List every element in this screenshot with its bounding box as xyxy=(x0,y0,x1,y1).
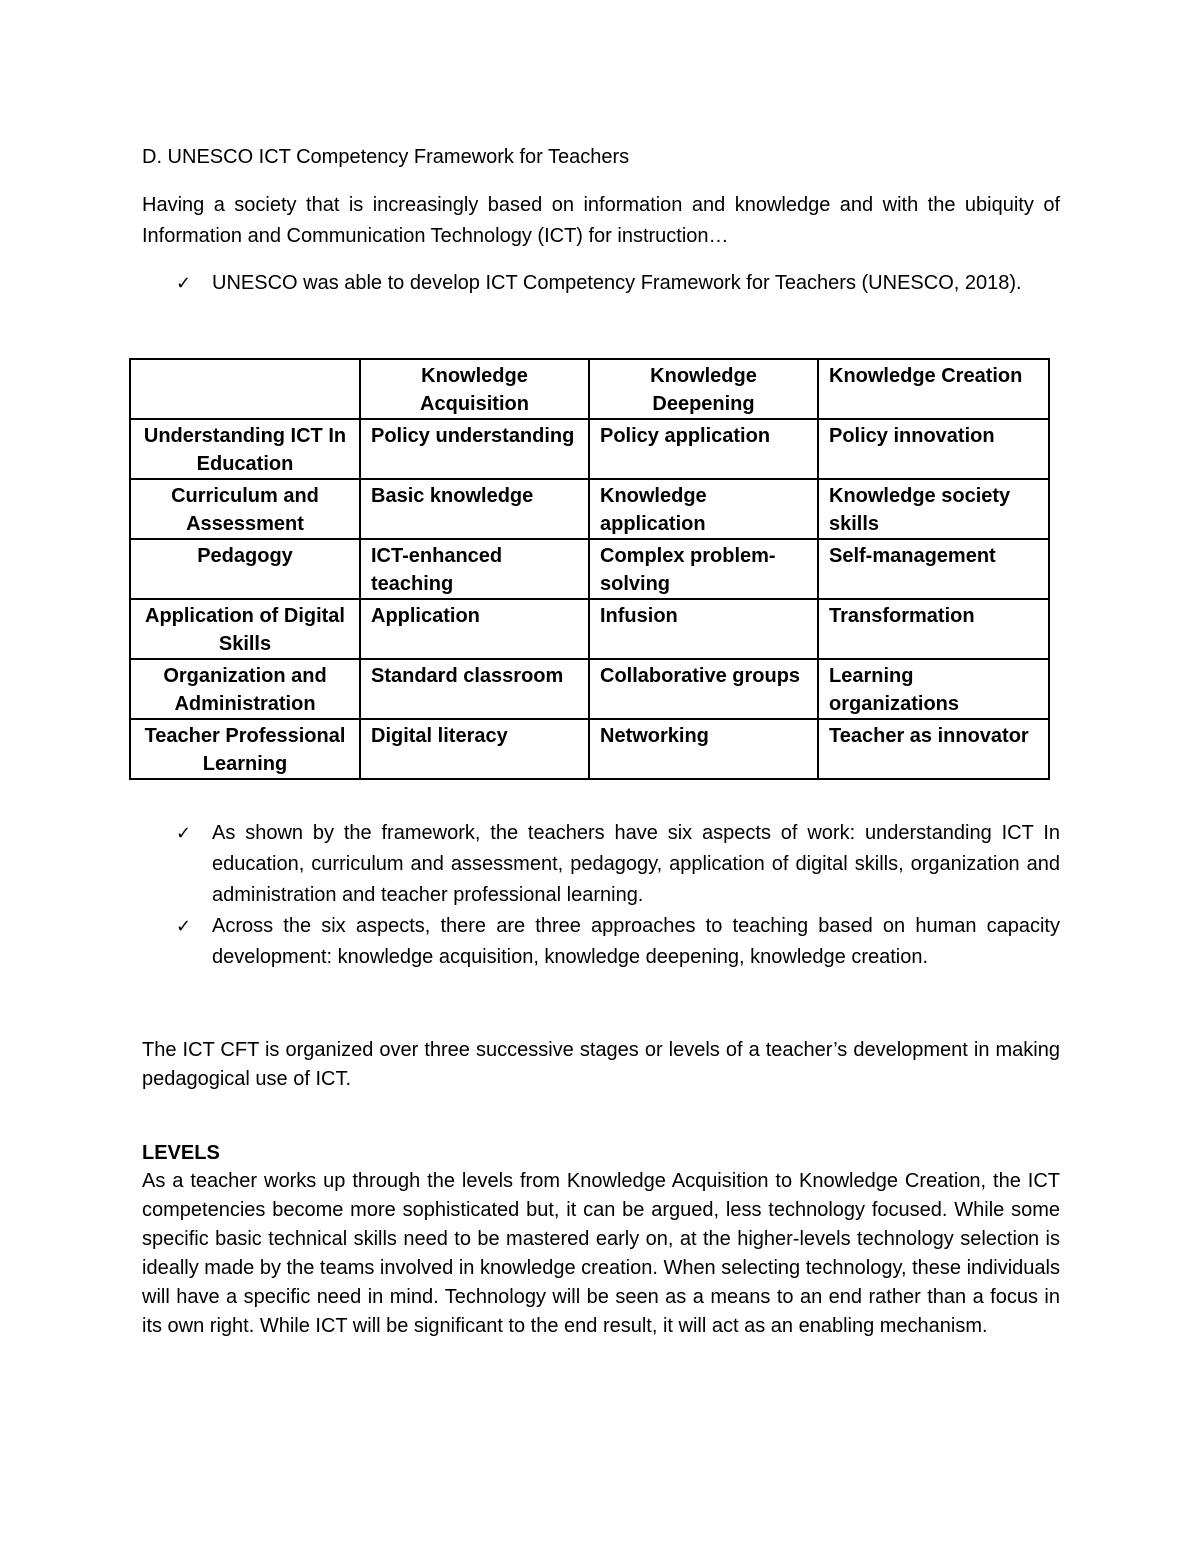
bullet-item xyxy=(176,818,1060,911)
table-cell: Knowledge society skills xyxy=(818,479,1049,539)
table-cell: Transformation xyxy=(818,599,1049,659)
table-row xyxy=(130,599,1049,659)
table-cell: Policy application xyxy=(589,419,818,479)
column-header-knowledge-deepening: Knowledge Deepening xyxy=(589,359,818,419)
checkmark-icon: ✓ xyxy=(176,823,192,844)
bullet-text: As shown by the framework, the teachers have six aspects of work: understanding ICT In education, curriculum and assessment, pedagogy, application of digital skills, organization and administration and teacher professional learning. xyxy=(212,822,1060,906)
column-header-knowledge-acquisition: Knowledge Acquisition xyxy=(360,359,589,419)
table-row xyxy=(130,479,1049,539)
row-header-aspect: Organization and Administration xyxy=(130,659,360,719)
bullet-text: UNESCO was able to develop ICT Competency Framework for Teachers (UNESCO, 2018). xyxy=(212,272,1022,294)
bullet-item xyxy=(176,268,1060,299)
bullet-text: Across the six aspects, there are three approaches to teaching based on human capacity development: knowledge acquisition, knowledge deepening, knowledge creation. xyxy=(212,915,1060,968)
table-corner-cell xyxy=(130,359,360,419)
table-header-row xyxy=(130,359,1049,419)
table-cell: Policy innovation xyxy=(818,419,1049,479)
row-header-aspect: Pedagogy xyxy=(130,539,360,599)
table-cell: ICT-enhanced teaching xyxy=(360,539,589,599)
table-cell: Complex problem-solving xyxy=(589,539,818,599)
checkmark-icon: ✓ xyxy=(176,273,192,294)
table-cell: Self-management xyxy=(818,539,1049,599)
table-row xyxy=(130,659,1049,719)
table-cell: Digital literacy xyxy=(360,719,589,779)
levels-paragraph: As a teacher works up through the levels from Knowledge Acquisition to Knowledge Creation, the ICT competencies become more sophisticated but, it can be argued, less technology focused. While some specific basic technical skills need to be mastered early on, at the higher-levels technology selection is ideally made by the teams involved in knowledge creation. When selecting technology, these individuals will have a specific need in mind. Technology will be seen as a means to an end rather than a focus in its own right. While ICT will be significant to the end result, it will act as an enabling mechanism. xyxy=(142,1170,1060,1337)
table-cell: Application xyxy=(360,599,589,659)
table-row xyxy=(130,419,1049,479)
row-header-aspect: Understanding ICT In Education xyxy=(130,419,360,479)
row-header-aspect: Teacher Professional Learning xyxy=(130,719,360,779)
framework-table xyxy=(129,358,1050,780)
table-cell: Basic knowledge xyxy=(360,479,589,539)
row-header-aspect: Application of Digital Skills xyxy=(130,599,360,659)
cft-paragraph: The ICT CFT is organized over three successive stages or levels of a teacher’s development in making pedagogical use of ICT. xyxy=(142,1039,1060,1090)
section-heading: D. UNESCO ICT Competency Framework for Teachers xyxy=(142,146,630,168)
table-cell: Networking xyxy=(589,719,818,779)
table-cell: Learning organizations xyxy=(818,659,1049,719)
table-cell: Knowledge application xyxy=(589,479,818,539)
levels-heading: LEVELS xyxy=(142,1142,220,1164)
table-cell: Collaborative groups xyxy=(589,659,818,719)
column-header-knowledge-creation: Knowledge Creation xyxy=(818,359,1049,419)
row-header-aspect: Curriculum and Assessment xyxy=(130,479,360,539)
intro-paragraph: Having a society that is increasingly based on information and knowledge and with the ubiquity of Information and Communication Technology (ICT) for instruction… xyxy=(142,194,1060,247)
table-cell: Policy understanding xyxy=(360,419,589,479)
table-cell: Teacher as innovator xyxy=(818,719,1049,779)
bullet-item xyxy=(176,911,1060,973)
table-row xyxy=(130,719,1049,779)
table-cell: Standard classroom xyxy=(360,659,589,719)
table-row xyxy=(130,539,1049,599)
checkmark-icon: ✓ xyxy=(176,916,192,937)
table-cell: Infusion xyxy=(589,599,818,659)
